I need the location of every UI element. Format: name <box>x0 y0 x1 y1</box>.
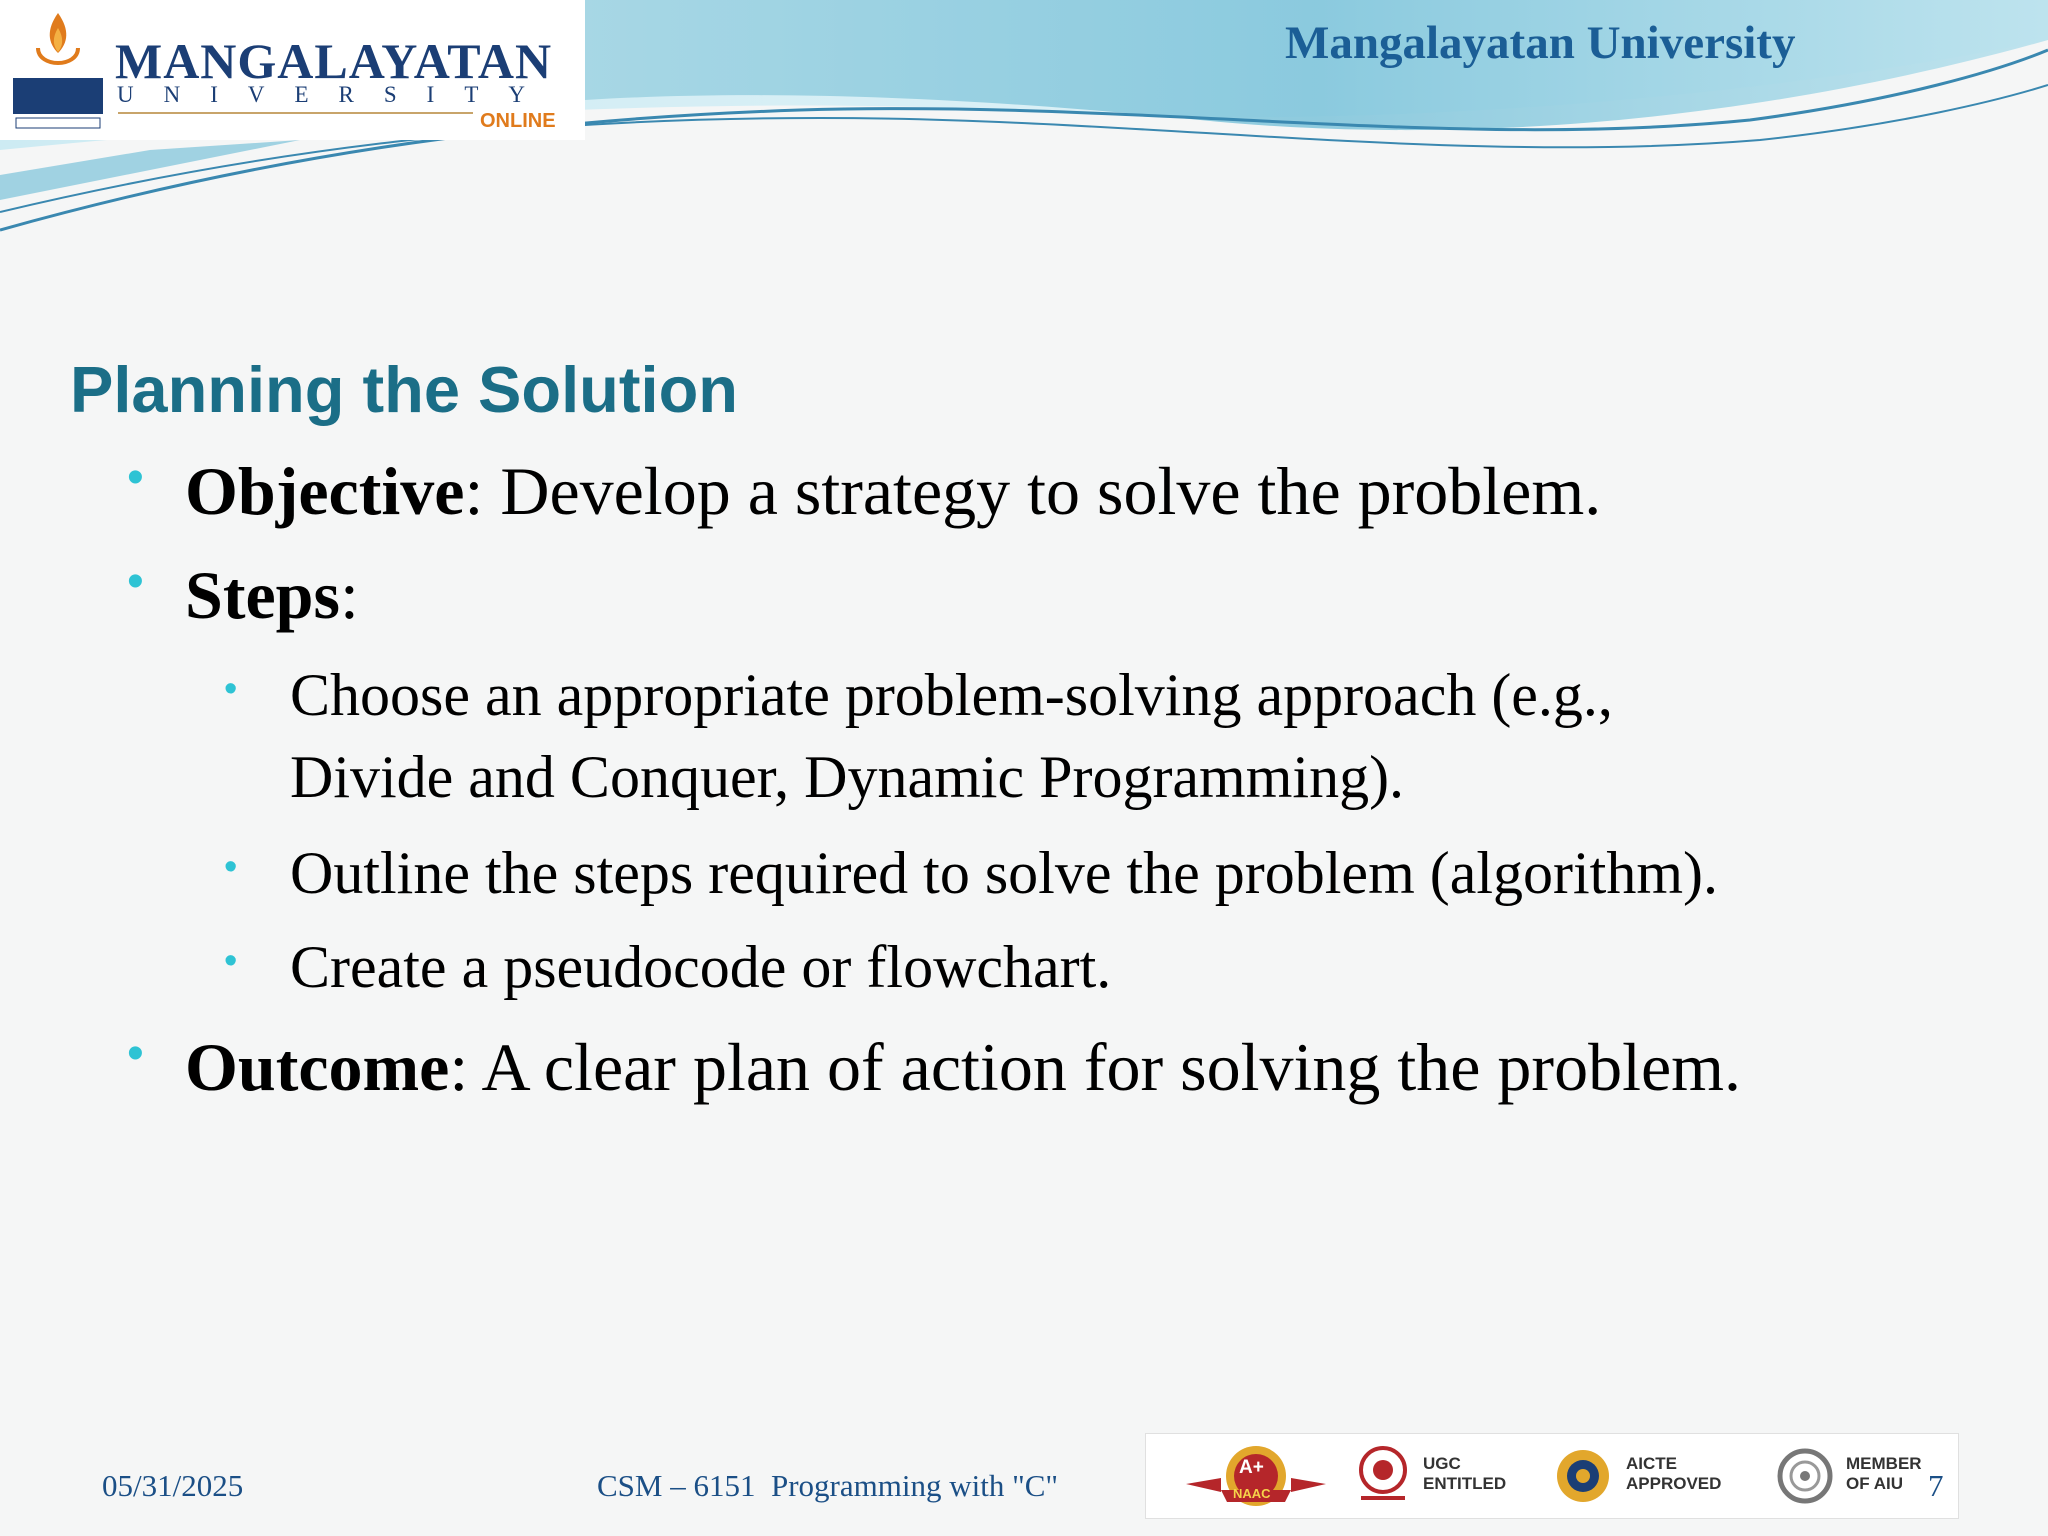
aiu-line-2: OF AIU <box>1846 1474 1903 1493</box>
bullet-text: : A clear plan of action for solving the problem. <box>449 1029 1742 1105</box>
slide-title: Planning the Solution <box>70 353 738 426</box>
logo-online-tag: ONLINE <box>480 110 556 132</box>
bullet-steps <box>127 555 359 635</box>
bullet-label: Steps <box>185 557 340 633</box>
aicte-line-2: APPROVED <box>1626 1474 1722 1493</box>
page-number: 7 <box>1928 1468 1944 1503</box>
university-logo <box>0 0 585 140</box>
footer-date: 05/31/2025 <box>102 1468 244 1503</box>
bullet-text: : Develop a strategy to solve the problem. <box>464 453 1602 529</box>
naac-label: NAAC <box>1233 1486 1271 1501</box>
flame-emblem-icon <box>8 8 108 134</box>
ugc-emblem-icon <box>1353 1444 1413 1508</box>
aicte-line-1: AICTE <box>1626 1454 1677 1473</box>
aiu-label <box>1846 1454 1922 1494</box>
ugc-line-1: UGC <box>1423 1454 1461 1473</box>
sub-bullet-line: Divide and Conquer, Dynamic Programming). <box>290 744 1405 810</box>
aicte-label <box>1626 1454 1721 1494</box>
bullet-text: : <box>339 557 359 633</box>
bullet-dot-icon: • <box>224 940 238 982</box>
naac-grade: A+ <box>1239 1457 1264 1478</box>
bullet-label: Objective <box>185 453 465 529</box>
bullet-dot-icon: • <box>127 451 144 504</box>
university-name-header: Mangalayatan University <box>1285 17 1796 69</box>
footer-course: CSM – 6151 Programming with "C" <box>597 1468 1059 1503</box>
bullet-dot-icon: • <box>224 846 238 888</box>
bullet-dot-icon: • <box>127 555 144 608</box>
sub-bullet-outline <box>224 832 1718 914</box>
bullet-label: Outcome <box>185 1029 450 1105</box>
sub-bullet-line: Create a pseudocode or flowchart. <box>290 934 1112 1000</box>
ugc-line-2: ENTITLED <box>1423 1474 1507 1493</box>
aicte-emblem-icon <box>1551 1444 1615 1508</box>
bullet-dot-icon: • <box>224 668 238 710</box>
logo-divider <box>118 112 473 114</box>
aiu-line-1: MEMBER <box>1846 1454 1922 1473</box>
sub-bullet-pseudocode <box>224 926 1112 1008</box>
sub-bullet-approach <box>224 654 1613 818</box>
naac-badge-icon <box>1181 1444 1331 1508</box>
logo-title: MANGALAYATAN <box>115 33 553 89</box>
accreditation-badges <box>1145 1433 1959 1519</box>
ugc-label <box>1423 1454 1506 1494</box>
logo-subtitle: UNIVERSITY <box>117 82 555 107</box>
sub-bullet-line: Outline the steps required to solve the problem (algorithm). <box>290 840 1718 906</box>
sub-bullet-line: Choose an appropriate problem-solving approach (e.g., <box>290 662 1613 728</box>
bullet-objective <box>127 451 1602 531</box>
aiu-emblem-icon <box>1774 1444 1836 1508</box>
bullet-dot-icon: • <box>127 1027 144 1080</box>
bullet-outcome <box>127 1027 1742 1107</box>
